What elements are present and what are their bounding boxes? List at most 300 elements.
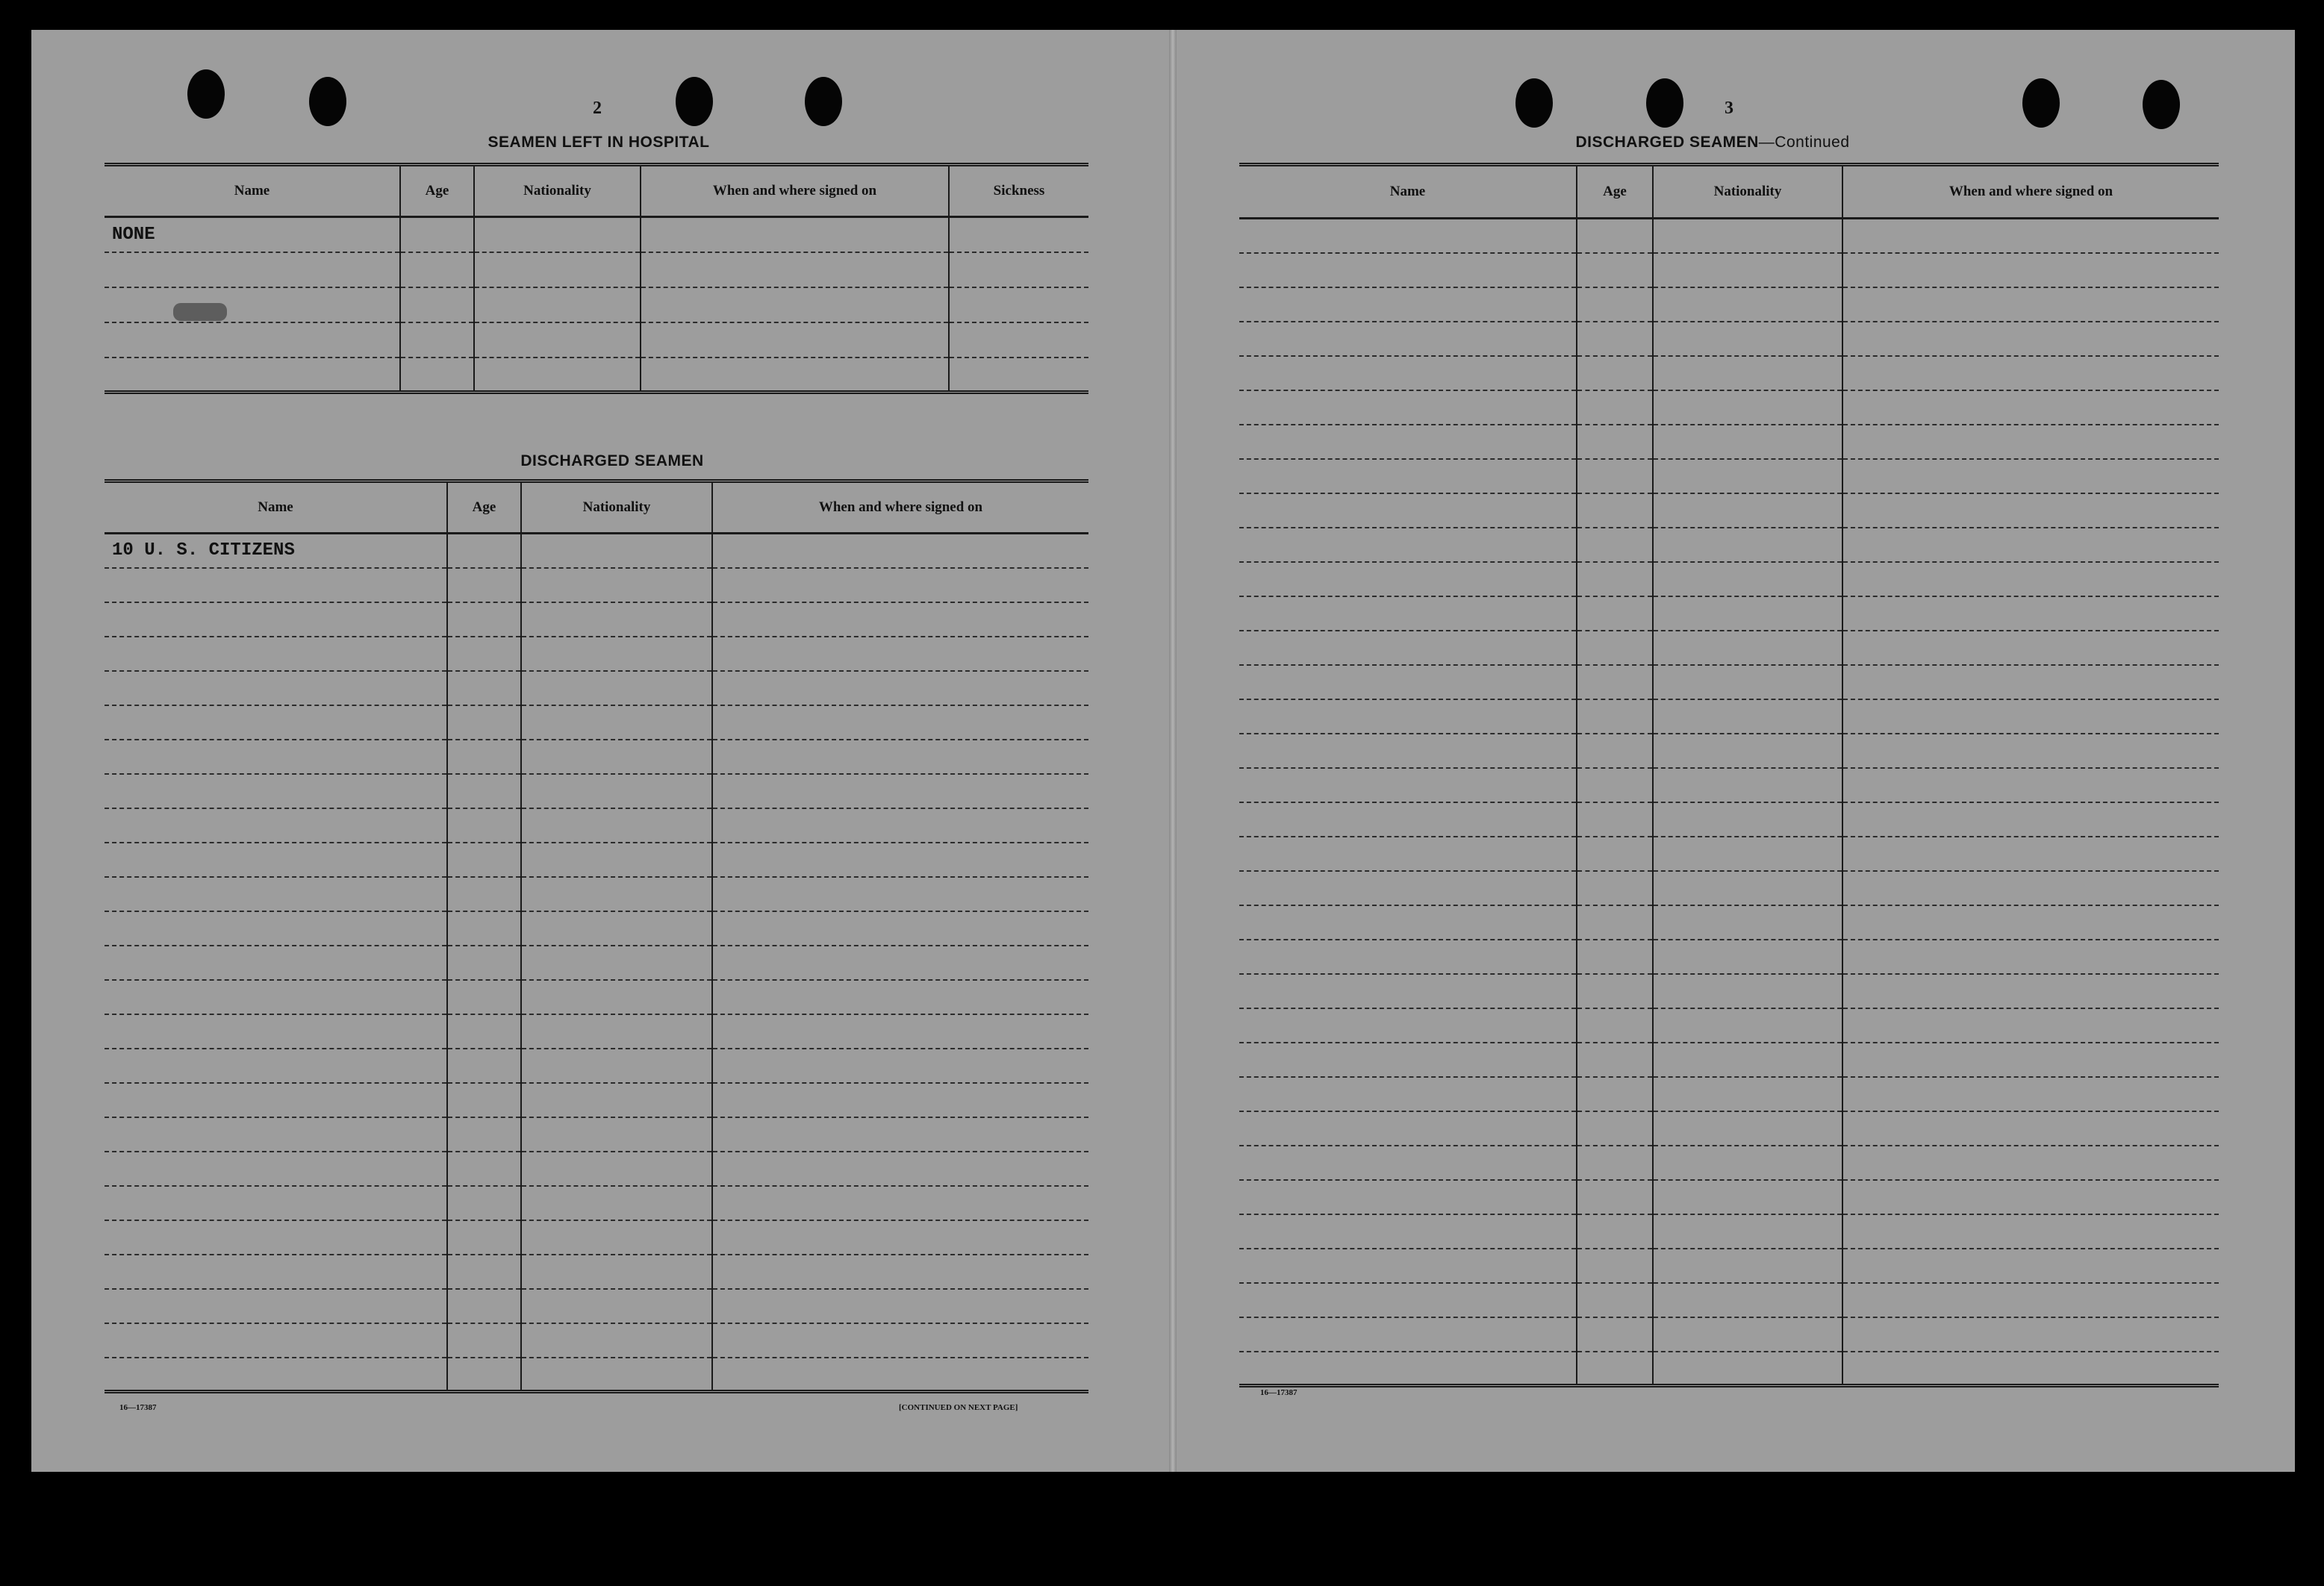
table-row [1239, 974, 2219, 1008]
table-cell [712, 1014, 1088, 1049]
table-cell [1842, 219, 2219, 253]
table-cell [1577, 1214, 1653, 1249]
table-cell [1842, 1146, 2219, 1180]
table-cell [105, 1220, 447, 1255]
table-cell [712, 1255, 1088, 1289]
table-cell [1842, 1214, 2219, 1249]
table-cell [1577, 802, 1653, 837]
table-cell [1577, 493, 1653, 528]
table-cell [1577, 1352, 1653, 1386]
table-cell [1653, 390, 1842, 425]
table-cell [400, 358, 474, 393]
col-signed-on-header: When and where signed on [1842, 165, 2219, 219]
col-nationality-header: Nationality [1653, 165, 1842, 219]
table-cell [712, 1117, 1088, 1152]
table-cell [447, 740, 521, 774]
table-cell [641, 322, 949, 358]
table-cell [521, 911, 712, 946]
table-row [1239, 1077, 2219, 1111]
table-cell [712, 1083, 1088, 1117]
table-cell [1653, 322, 1842, 356]
table-row [1239, 940, 2219, 974]
table-row [105, 287, 1088, 322]
table-cell [447, 843, 521, 877]
table-cell [447, 1323, 521, 1358]
table-cell [105, 740, 447, 774]
table-cell [447, 1358, 521, 1392]
entry-cell: 10 U. S. CITIZENS [105, 534, 447, 568]
table-cell [1239, 631, 1577, 665]
table-cell [447, 637, 521, 671]
table-cell [1842, 768, 2219, 802]
table-cell [447, 1049, 521, 1083]
table-cell [641, 287, 949, 322]
table-row [105, 1358, 1088, 1392]
table-cell [1653, 699, 1842, 734]
table-cell [712, 1289, 1088, 1323]
table-cell [521, 602, 712, 637]
table-cell [521, 1289, 712, 1323]
table-cell [1842, 1008, 2219, 1043]
table-cell [474, 358, 641, 393]
table-cell [1842, 1043, 2219, 1077]
table-cell [1577, 322, 1653, 356]
table-cell [105, 1083, 447, 1117]
table-row [105, 252, 1088, 287]
table-row [1239, 1146, 2219, 1180]
table-cell [1653, 356, 1842, 390]
table-cell [521, 980, 712, 1014]
table-cell [1842, 1249, 2219, 1283]
table-cell [105, 705, 447, 740]
col-nationality-header: Nationality [474, 165, 641, 217]
table-cell [1577, 1283, 1653, 1317]
table-cell [1842, 596, 2219, 631]
table-cell [105, 671, 447, 705]
table-row [1239, 699, 2219, 734]
table-cell [1653, 219, 1842, 253]
col-age-header: Age [447, 481, 521, 534]
table-cell [521, 946, 712, 980]
table-cell [1239, 1317, 1577, 1352]
table-cell [1239, 1077, 1577, 1111]
table-cell [521, 1255, 712, 1289]
punch-hole [676, 77, 713, 126]
table-cell [1653, 1214, 1842, 1249]
table-cell [1577, 459, 1653, 493]
table-cell [474, 322, 641, 358]
table-cell [1842, 1352, 2219, 1386]
punch-hole [2022, 78, 2060, 128]
table-cell [1653, 1146, 1842, 1180]
table-cell [1577, 974, 1653, 1008]
table-cell [105, 1186, 447, 1220]
continued-note: [CONTINUED ON NEXT PAGE] [899, 1403, 1018, 1412]
table-row [1239, 253, 2219, 287]
table-cell [447, 1186, 521, 1220]
table-cell [474, 252, 641, 287]
table-row [1239, 1214, 2219, 1249]
table-cell [1577, 940, 1653, 974]
table-cell [1239, 1111, 1577, 1146]
table-cell [447, 705, 521, 740]
table-cell [400, 322, 474, 358]
table-cell [1653, 734, 1842, 768]
table-row [105, 705, 1088, 740]
table-cell [105, 568, 447, 602]
table-row [105, 568, 1088, 602]
table-cell [712, 740, 1088, 774]
table-cell [521, 1323, 712, 1358]
punch-hole [1515, 78, 1553, 128]
table-cell [1239, 699, 1577, 734]
punch-hole [2143, 80, 2180, 129]
table-cell [1239, 1180, 1577, 1214]
table-cell [1577, 219, 1653, 253]
entry-cell: NONE [105, 217, 400, 252]
table-cell [641, 217, 949, 252]
table-row [1239, 1008, 2219, 1043]
table-cell [1577, 1317, 1653, 1352]
table-row [1239, 1180, 2219, 1214]
table-cell [105, 946, 447, 980]
table-cell [712, 602, 1088, 637]
table-cell [641, 252, 949, 287]
table-cell [105, 602, 447, 637]
table-cell [521, 568, 712, 602]
table-cell [1653, 1180, 1842, 1214]
table-row [1239, 768, 2219, 802]
table-cell [1239, 1146, 1577, 1180]
table-row [105, 808, 1088, 843]
table-cell [447, 602, 521, 637]
table-cell [1239, 837, 1577, 871]
table-cell [521, 1117, 712, 1152]
table-cell [712, 946, 1088, 980]
table-cell [400, 252, 474, 287]
table-cell [521, 705, 712, 740]
table-cell [712, 774, 1088, 808]
table-cell [1653, 425, 1842, 459]
table-cell [521, 1152, 712, 1186]
table-row [1239, 802, 2219, 837]
table-cell [1842, 1180, 2219, 1214]
table-cell [1653, 802, 1842, 837]
table-cell [1653, 1111, 1842, 1146]
table-cell [712, 1323, 1088, 1358]
table-cell [1239, 940, 1577, 974]
table-cell [712, 1220, 1088, 1255]
table-cell [1653, 1077, 1842, 1111]
table-row [1239, 1283, 2219, 1317]
table-cell [105, 322, 400, 358]
table-cell [521, 1049, 712, 1083]
table-cell [521, 637, 712, 671]
table-row [105, 1289, 1088, 1323]
table-cell [1653, 596, 1842, 631]
col-age-header: Age [1577, 165, 1653, 219]
table-cell [1577, 596, 1653, 631]
table-row [1239, 871, 2219, 905]
form-number: 16—17387 [119, 1403, 157, 1412]
table-cell [1239, 253, 1577, 287]
table-row [105, 980, 1088, 1014]
table-cell [521, 740, 712, 774]
table-row [1239, 562, 2219, 596]
table-cell [1653, 287, 1842, 322]
table-cell [1239, 768, 1577, 802]
col-signed-on-header: When and where signed on [641, 165, 949, 217]
table-cell [447, 980, 521, 1014]
table-cell [1653, 1008, 1842, 1043]
table-cell [447, 1117, 521, 1152]
table-cell [1239, 425, 1577, 459]
table-cell [1842, 562, 2219, 596]
table-cell [447, 1289, 521, 1323]
table-row [105, 774, 1088, 808]
table-cell [1653, 768, 1842, 802]
table-row [105, 1117, 1088, 1152]
table-cell [1239, 1214, 1577, 1249]
table-cell [1842, 1317, 2219, 1352]
table-cell [1653, 253, 1842, 287]
table-cell [1842, 837, 2219, 871]
table-row [105, 1152, 1088, 1186]
table-cell [1653, 1352, 1842, 1386]
table-cell [105, 1358, 447, 1392]
table-cell [1842, 253, 2219, 287]
table-cell [1842, 493, 2219, 528]
table-row [1239, 734, 2219, 768]
table-cell [1653, 940, 1842, 974]
table-cell [447, 946, 521, 980]
table-cell [1577, 665, 1653, 699]
table-cell [712, 1358, 1088, 1392]
table-cell [521, 843, 712, 877]
table-cell [712, 1152, 1088, 1186]
table-cell [1577, 734, 1653, 768]
table-cell [1577, 768, 1653, 802]
table-row [1239, 1043, 2219, 1077]
col-name-header: Name [105, 481, 447, 534]
table-cell [447, 1014, 521, 1049]
table-cell [712, 1049, 1088, 1083]
discharged-table [105, 479, 1088, 1393]
table-cell [949, 322, 1088, 358]
table-cell [1842, 356, 2219, 390]
table-cell [712, 1186, 1088, 1220]
table-cell [1842, 940, 2219, 974]
table-cell [1842, 1283, 2219, 1317]
table-cell [105, 1049, 447, 1083]
table-cell [1577, 528, 1653, 562]
table-cell [1842, 734, 2219, 768]
table-row [105, 1186, 1088, 1220]
table-cell [105, 1323, 447, 1358]
table-row [105, 534, 1088, 568]
table-row [1239, 1249, 2219, 1283]
table-cell [1842, 871, 2219, 905]
table-cell [1239, 802, 1577, 837]
table-cell [521, 1220, 712, 1255]
table-cell [1842, 390, 2219, 425]
table-cell [400, 217, 474, 252]
table-row [105, 1323, 1088, 1358]
hospital-table [105, 163, 1088, 394]
page-fold [1169, 30, 1177, 1472]
table-cell [1842, 631, 2219, 665]
table-row [1239, 1317, 2219, 1352]
table-cell [1842, 974, 2219, 1008]
table-cell [105, 287, 400, 322]
table-cell [400, 287, 474, 322]
table-cell [1239, 734, 1577, 768]
punch-hole [1646, 78, 1683, 128]
table-row [1239, 390, 2219, 425]
table-cell [712, 671, 1088, 705]
table-cell [1239, 493, 1577, 528]
title-suffix: —Continued [1758, 134, 1850, 151]
table-cell [105, 1117, 447, 1152]
table-cell [1653, 905, 1842, 940]
table-row [1239, 459, 2219, 493]
table-row [105, 637, 1088, 671]
table-cell [712, 808, 1088, 843]
table-cell [105, 252, 400, 287]
table-cell [105, 980, 447, 1014]
table-cell [949, 252, 1088, 287]
table-cell [1653, 1317, 1842, 1352]
table-cell [1239, 528, 1577, 562]
discharged-section-title: DISCHARGED SEAMEN [520, 452, 704, 469]
table-cell [1577, 1043, 1653, 1077]
table-cell [447, 1152, 521, 1186]
table-row [1239, 219, 2219, 253]
table-cell [1577, 837, 1653, 871]
table-row [1239, 596, 2219, 631]
table-row [105, 217, 1088, 252]
table-row [105, 1255, 1088, 1289]
table-cell [105, 911, 447, 946]
table-row [1239, 356, 2219, 390]
table-row [105, 843, 1088, 877]
table-cell [1239, 390, 1577, 425]
table-cell [1653, 665, 1842, 699]
page-number: 3 [1725, 99, 1733, 118]
table-cell [1842, 528, 2219, 562]
table-cell [447, 534, 521, 568]
table-cell [712, 911, 1088, 946]
table-cell [712, 877, 1088, 911]
table-row [1239, 905, 2219, 940]
punch-hole [805, 77, 842, 126]
table-cell [712, 534, 1088, 568]
table-cell [1842, 905, 2219, 940]
table-row [1239, 837, 2219, 871]
table-cell [1239, 459, 1577, 493]
table-cell [521, 1358, 712, 1392]
table-cell [1239, 1283, 1577, 1317]
table-cell [1653, 631, 1842, 665]
table-row [105, 740, 1088, 774]
table-cell [1577, 631, 1653, 665]
table-cell [949, 358, 1088, 393]
page-number: 2 [593, 99, 602, 118]
table-cell [105, 877, 447, 911]
col-sickness-header: Sickness [949, 165, 1088, 217]
table-row [1239, 528, 2219, 562]
table-cell [1842, 1077, 2219, 1111]
table-cell [712, 705, 1088, 740]
table-cell [1239, 1043, 1577, 1077]
table-cell [105, 358, 400, 393]
table-cell [1577, 1077, 1653, 1111]
table-cell [521, 808, 712, 843]
col-age-header: Age [400, 165, 474, 217]
table-cell [1842, 287, 2219, 322]
table-cell [1653, 493, 1842, 528]
table-cell [474, 287, 641, 322]
table-cell [1239, 1249, 1577, 1283]
table-row [105, 1083, 1088, 1117]
table-cell [1842, 459, 2219, 493]
table-row [105, 358, 1088, 393]
table-cell [1239, 665, 1577, 699]
table-cell [105, 843, 447, 877]
form-number: 16—17387 [1260, 1388, 1297, 1397]
table-row [105, 1049, 1088, 1083]
table-cell [1577, 287, 1653, 322]
col-name-header: Name [1239, 165, 1577, 219]
table-cell [1239, 905, 1577, 940]
table-cell [1653, 837, 1842, 871]
table-cell [447, 911, 521, 946]
table-cell [712, 843, 1088, 877]
punch-hole [309, 77, 346, 126]
table-cell [1653, 459, 1842, 493]
table-cell [521, 671, 712, 705]
table-cell [447, 568, 521, 602]
table-cell [1577, 1111, 1653, 1146]
table-cell [521, 1083, 712, 1117]
table-row [1239, 665, 2219, 699]
table-cell [1842, 322, 2219, 356]
ink-stamp [173, 303, 227, 321]
table-cell [1653, 871, 1842, 905]
table-cell [105, 1255, 447, 1289]
table-cell [105, 774, 447, 808]
table-cell [521, 534, 712, 568]
table-cell [447, 808, 521, 843]
table-cell [1239, 974, 1577, 1008]
table-row [105, 1220, 1088, 1255]
table-cell [1577, 1249, 1653, 1283]
hospital-section-title: SEAMEN LEFT IN HOSPITAL [487, 134, 710, 151]
table-row [105, 671, 1088, 705]
table-cell [105, 637, 447, 671]
table-cell [474, 217, 641, 252]
table-cell [447, 877, 521, 911]
table-cell [447, 774, 521, 808]
table-cell [1239, 356, 1577, 390]
table-cell [1577, 253, 1653, 287]
col-name-header: Name [105, 165, 400, 217]
table-row [1239, 1111, 2219, 1146]
table-cell [447, 1220, 521, 1255]
table-cell [1577, 562, 1653, 596]
table-cell [1577, 1180, 1653, 1214]
table-row [1239, 1352, 2219, 1386]
